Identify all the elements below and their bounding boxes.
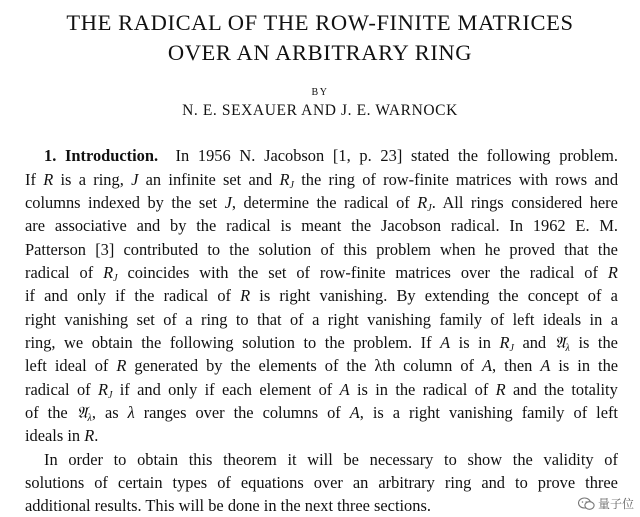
text-line: ring, we obtain the following solution to the problem. If A is in $R_J$ and 𝔄$_\lambda$ is the: [25, 333, 618, 354]
byline: BY: [311, 87, 329, 98]
text-line: In order to obtain this theorem it will be necessary to show the validity of: [44, 450, 618, 469]
line-text: In 1956 N. Jacobson [1, p. 23] stated the following problem.: [175, 146, 618, 165]
text-line: If R is a ring, J an infinite set and $R_J$ the ring of row-finite matrices with rows and: [25, 170, 619, 191]
text-line: if and only if the radical of R is right vanishing. By extending the concept of a: [25, 286, 618, 305]
wechat-icon: [578, 497, 595, 511]
paper-title-line-1: THE RADICAL OF THE ROW-FINITE MATRICES: [66, 10, 574, 35]
text-line: ideals in R.: [25, 426, 99, 445]
text-line: solutions of certain types of equations over an arbitrary ring and to prove three: [25, 473, 618, 492]
paper-title-line-2: OVER AN ARBITRARY RING: [167, 40, 473, 65]
section-heading: 1. Introduction.: [44, 146, 159, 165]
text-line: are associative and by the radical is meant the Jacobson radical. In 1962 E. M.: [25, 216, 619, 235]
text-line: Patterson [3] contributed to the solution of this problem when he proved that the: [25, 240, 618, 259]
watermark-text: 量子位: [597, 497, 634, 511]
watermark: [576, 494, 636, 513]
text-line: columns indexed by the set J, determine the radical of $R_J$. All rings considered here: [25, 193, 618, 214]
text-line: additional results. This will be done in the next three sections.: [25, 496, 431, 515]
text-line: radical of $R_J$ if and only if each element of A is in the radical of R and the totality: [25, 380, 618, 401]
text-line: left ideal of R generated by the elements of the λth column of A, then A is in the: [25, 356, 619, 375]
text-line: [44, 146, 618, 167]
text-line: radical of $R_J$ coincides with the set of row-finite matrices over the radical of R: [25, 263, 618, 284]
authors: N. E. SEXAUER AND J. E. WARNOCK: [182, 102, 458, 119]
text-line: right vanishing set of a ring to that of a right vanishing family of left ideals in a: [25, 310, 618, 329]
text-line: of the 𝔄$_\lambda$, as λ ranges over the columns of A, is a right vanishing family of left: [25, 403, 618, 424]
